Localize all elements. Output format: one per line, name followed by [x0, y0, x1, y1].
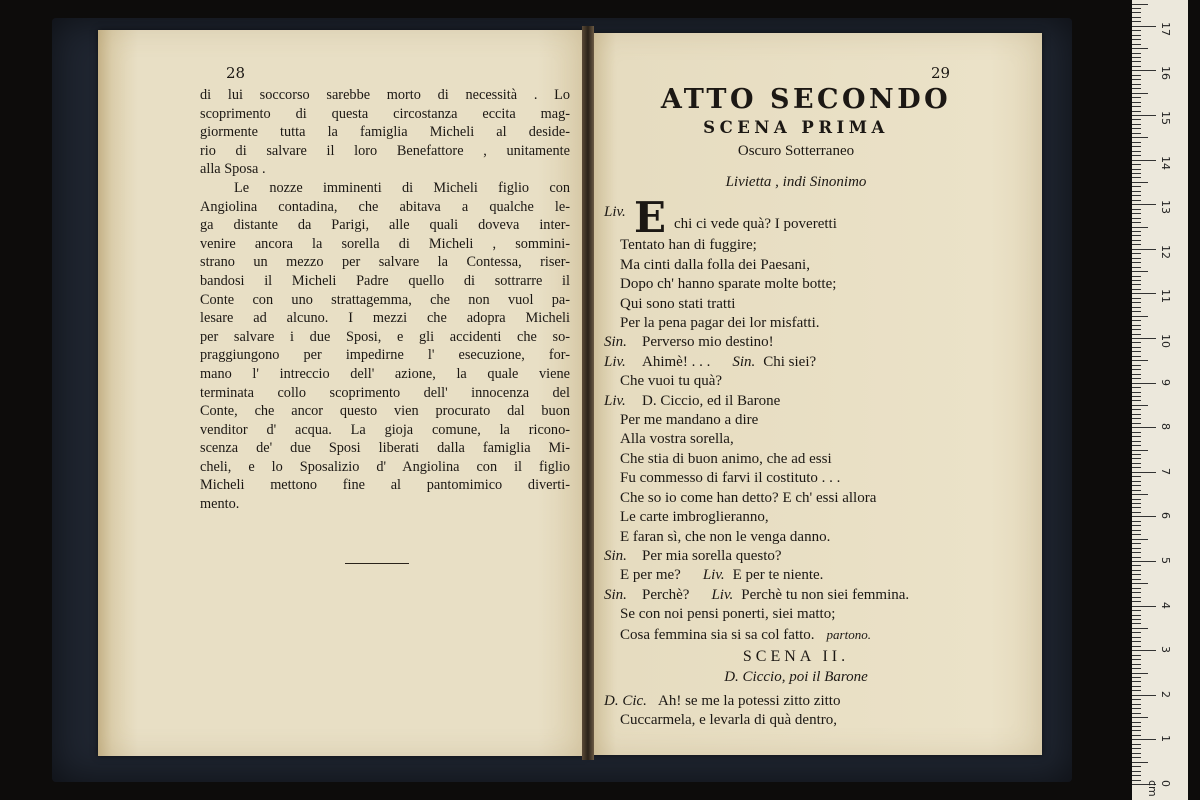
- ruler-tick: [1132, 44, 1141, 45]
- ruler-tick: [1132, 61, 1141, 62]
- ruler-tick: [1132, 347, 1141, 348]
- ruler-label: 2: [1159, 690, 1172, 698]
- ruler-tick: [1132, 423, 1141, 424]
- dialog-line: D. Cic. Ah! se me la potessi zitto zitto: [604, 692, 841, 709]
- ruler-tick: [1132, 235, 1141, 236]
- ruler-tick: [1132, 445, 1141, 446]
- dialog-text: chi ci vede quà? I poveretti: [674, 216, 837, 232]
- ruler-tick: [1132, 258, 1141, 259]
- ruler-label: 3: [1159, 646, 1172, 654]
- dialog-text: Ahimè! . . .: [642, 353, 711, 370]
- dialog-text: Cosa femmina sia si sa col fatto.: [620, 626, 815, 643]
- ruler-tick: [1132, 463, 1141, 464]
- ruler-tick: [1132, 405, 1148, 406]
- speaker-label: Liv.: [711, 586, 734, 603]
- ruler-tick: [1132, 557, 1141, 558]
- ruler-tick: [1132, 351, 1141, 352]
- ruler-tick: [1132, 70, 1156, 71]
- dialog-text: Qui sono stati tratti: [620, 295, 736, 312]
- ruler-tick: [1132, 744, 1141, 745]
- ruler-tick: [1132, 387, 1141, 388]
- ruler-tick: [1132, 169, 1141, 170]
- ruler-tick: [1132, 450, 1148, 451]
- end-rule: [345, 563, 409, 564]
- ruler-tick: [1132, 516, 1156, 517]
- ruler-tick: [1132, 307, 1141, 308]
- ruler-tick: [1132, 75, 1141, 76]
- ruler-label: 4: [1159, 601, 1172, 609]
- ruler-tick: [1132, 673, 1148, 674]
- ruler-tick: [1132, 623, 1141, 624]
- ruler-tick: [1132, 432, 1141, 433]
- dialog-line: [610, 605, 982, 624]
- ruler-tick: [1132, 695, 1156, 696]
- ruler-tick: [1132, 565, 1141, 566]
- ruler-tick: [1132, 699, 1141, 700]
- ruler-tick: [1132, 293, 1156, 294]
- ruler-tick: [1132, 543, 1141, 544]
- ruler-tick: [1132, 133, 1141, 134]
- scene-2-title: SCENA II.: [742, 647, 850, 665]
- dialog-text: D. Ciccio, ed il Barone: [642, 392, 781, 409]
- dialog-line: [610, 450, 982, 469]
- text-line: alla Sposa .: [200, 161, 266, 178]
- dialog-line: [610, 314, 982, 333]
- ruler-tick: [1132, 637, 1141, 638]
- scene-1-characters: Livietta , indi Sinonimo: [725, 174, 867, 190]
- dialog-text: Le carte imbroglieranno,: [620, 509, 769, 526]
- speaker-label: Liv.: [702, 567, 725, 584]
- dialog-text: Cuccarmela, e levarla di quà dentro,: [620, 712, 837, 729]
- ruler-tick: [1132, 97, 1141, 98]
- ruler-tick: [1132, 646, 1141, 647]
- ruler-tick: [1132, 244, 1141, 245]
- dialog-text: Per la pena pagar dei lor misfatti.: [620, 315, 820, 332]
- ruler-tick: [1132, 30, 1141, 31]
- dialog-line: [610, 711, 982, 730]
- scene-2-dialog: [604, 692, 982, 731]
- dialog-line: [610, 295, 982, 314]
- ruler-tick: [1132, 409, 1141, 410]
- ruler-tick: [1132, 249, 1156, 250]
- ruler-tick: [1132, 655, 1141, 656]
- text-line: lesare ad alcuno. I mezzi che adopra Micheli: [200, 310, 570, 327]
- ruler-tick: [1132, 12, 1141, 13]
- ruler-tick: [1132, 276, 1141, 277]
- ruler-tick: [1132, 298, 1141, 299]
- ruler-tick: [1132, 173, 1141, 174]
- ruler-tick: [1132, 142, 1141, 143]
- ruler-tick: [1132, 458, 1141, 459]
- ruler-tick: [1132, 88, 1141, 89]
- ruler-tick: [1132, 713, 1141, 714]
- ruler-tick: [1132, 128, 1141, 129]
- book-gutter: [582, 26, 594, 760]
- ruler-tick: [1132, 195, 1141, 196]
- scene-1-dialog: [604, 193, 982, 645]
- ruler-tick: [1132, 467, 1141, 468]
- ruler-tick: [1132, 632, 1141, 633]
- ruler-tick: [1132, 365, 1141, 366]
- ruler-tick: [1132, 191, 1141, 192]
- ruler-tick: [1132, 369, 1141, 370]
- dialog-line: Sin. Perchè? Liv. Perchè tu non siei femmina.: [604, 586, 910, 603]
- ruler-tick: [1132, 668, 1141, 669]
- text-line: Conte con uno strattagemma, che non vuol pa-: [200, 291, 570, 308]
- ruler-tick: [1132, 262, 1141, 263]
- ruler-tick: [1132, 26, 1156, 27]
- ruler-label: 11: [1159, 289, 1172, 304]
- dialog-text: Che stia di buon animo, che ad essi: [620, 450, 832, 467]
- ruler-tick: [1132, 472, 1156, 473]
- ruler-tick: [1132, 137, 1148, 138]
- text-line: strano un mezzo per salvare la Contessa, riser-: [200, 254, 570, 271]
- text-line: per salvare i due Sposi, e gli accidenti che so-: [200, 328, 570, 345]
- ruler-tick: [1132, 119, 1141, 120]
- ruler-tick: [1132, 650, 1156, 651]
- ruler-tick: [1132, 534, 1141, 535]
- ruler-tick: [1132, 17, 1141, 18]
- ruler-tick: [1132, 342, 1141, 343]
- ruler-tick: [1132, 606, 1156, 607]
- dialog-line: [610, 508, 982, 527]
- ruler-tick: [1132, 499, 1141, 500]
- ruler-label: 0 cm: [1146, 780, 1172, 797]
- stage-direction: partono.: [826, 626, 871, 642]
- ruler-tick: [1132, 177, 1141, 178]
- ruler-tick: [1132, 227, 1148, 228]
- ruler-tick: [1132, 601, 1141, 602]
- ruler-tick: [1132, 494, 1148, 495]
- ruler-label: 14: [1159, 155, 1172, 170]
- dialog-line: [610, 566, 982, 585]
- ruler-tick: [1132, 485, 1141, 486]
- ruler-tick: [1132, 735, 1141, 736]
- ruler-label: 13: [1159, 200, 1172, 215]
- dialog-text: E per me?: [620, 567, 681, 584]
- ruler-tick: [1132, 739, 1156, 740]
- ruler-tick: [1132, 628, 1148, 629]
- ruler-tick: [1132, 284, 1141, 285]
- dialog-line: [610, 430, 982, 449]
- dialog-text: Fu commesso di farvi il costituto . . .: [620, 470, 841, 487]
- ruler-tick: [1132, 597, 1141, 598]
- ruler-tick: [1132, 574, 1141, 575]
- ruler-tick: [1132, 311, 1141, 312]
- ruler-tick: [1132, 530, 1141, 531]
- ruler-tick: [1132, 664, 1141, 665]
- ruler-tick: [1132, 151, 1141, 152]
- ruler-tick: [1132, 160, 1156, 161]
- ruler-label: 8: [1159, 423, 1172, 431]
- ruler-tick: [1132, 771, 1141, 772]
- ruler-tick: [1132, 525, 1141, 526]
- ruler-tick: [1132, 441, 1141, 442]
- ruler-tick: [1132, 436, 1141, 437]
- ruler-tick: [1132, 552, 1141, 553]
- ruler-tick: [1132, 325, 1141, 326]
- text-line: terminata collo scoprimento dell' innocenza del: [200, 384, 570, 401]
- ruler-tick: [1132, 378, 1141, 379]
- ruler-tick: [1132, 182, 1148, 183]
- text-line: Conte, che ancor questo vien procurato dal buon: [200, 403, 570, 420]
- ruler-tick: [1132, 748, 1141, 749]
- ruler-label: 1: [1159, 735, 1172, 743]
- ruler-tick: [1132, 280, 1141, 281]
- dialog-text: Per me mandano a dire: [620, 412, 759, 429]
- dialog-text: Alla vostra sorella,: [620, 431, 734, 448]
- ruler-tick: [1132, 659, 1141, 660]
- ruler-tick: [1132, 753, 1141, 754]
- dialog-line: [610, 411, 982, 430]
- ruler-tick: [1132, 289, 1141, 290]
- ruler-tick: [1132, 320, 1141, 321]
- dialog-text: Tentato han di fuggire;: [620, 237, 757, 254]
- dialog-line: [610, 489, 982, 508]
- ruler-tick: [1132, 592, 1141, 593]
- ruler-tick: [1132, 111, 1141, 112]
- text-line: giormente tutta la famiglia Micheli al deside-: [200, 124, 570, 141]
- ruler-tick: [1132, 641, 1141, 642]
- ruler-tick: [1132, 512, 1141, 513]
- ruler-tick: [1132, 686, 1141, 687]
- ruler-tick: [1132, 708, 1141, 709]
- ruler-tick: [1132, 48, 1148, 49]
- ruler-tick: [1132, 334, 1141, 335]
- ruler-tick: [1132, 374, 1141, 375]
- left-page-number: 28: [226, 64, 246, 82]
- text-line: Le nozze imminenti di Micheli figlio con: [234, 179, 570, 196]
- measurement-ruler: [1132, 0, 1188, 800]
- text-line: venditor d' acqua. La gioja comune, la ricono-: [200, 421, 570, 438]
- ruler-tick: [1132, 222, 1141, 223]
- dialog-text: E per te niente.: [732, 567, 824, 584]
- ruler-tick: [1132, 481, 1141, 482]
- ruler-label: 5: [1159, 557, 1172, 564]
- ruler-tick: [1132, 681, 1141, 682]
- ruler-tick: [1132, 356, 1141, 357]
- ruler-tick: [1132, 757, 1141, 758]
- text-line: scenza de' due Sposi liberati dalla famiglia Mi-: [200, 440, 570, 457]
- ruler-tick: [1132, 218, 1141, 219]
- ruler-label: 7: [1159, 467, 1172, 475]
- ruler-tick: [1132, 316, 1148, 317]
- dialog-line: Liv. Echi ci vede quà? I poveretti: [604, 193, 837, 242]
- ruler-tick: [1132, 507, 1141, 508]
- ruler-tick: [1132, 164, 1141, 165]
- dialog-text: Che vuoi tu quà?: [620, 373, 723, 390]
- ruler-tick: [1132, 213, 1141, 214]
- text-line: Angiolina contadina, che abitava a qualche le-: [200, 198, 570, 215]
- text-line: Micheli mettono fine al pantomimico diverti-: [200, 477, 570, 494]
- left-page-text: [200, 86, 570, 514]
- text-line: venire ancora la sorella di Micheli , sommini-: [200, 235, 570, 252]
- dialog-line: [610, 275, 982, 294]
- ruler-tick: [1132, 124, 1141, 125]
- text-line: cheli, e lo Sposalizio d' Angiolina con il figlio: [200, 458, 570, 475]
- ruler-tick: [1132, 476, 1141, 477]
- scene-1-title: SCENA PRIMA: [703, 118, 889, 137]
- dialog-line: [610, 469, 982, 488]
- ruler-tick: [1132, 106, 1141, 107]
- text-line: ga distante da Parigi, alle quali doveva inter-: [200, 217, 570, 234]
- text-line: rio di salvare il loro Benefattore , unitamente: [200, 142, 570, 159]
- ruler-tick: [1132, 490, 1141, 491]
- ruler-tick: [1132, 267, 1141, 268]
- ruler-tick: [1132, 704, 1141, 705]
- scene-2-characters: D. Ciccio, poi il Barone: [724, 668, 868, 685]
- dialog-line: Sin. Perverso mio destino!: [604, 334, 774, 351]
- dialog-line: Sin. Per mia sorella questo?: [604, 547, 782, 564]
- text-line: mano l' intreccio dell' azione, la quale viene: [200, 365, 570, 382]
- ruler-tick: [1132, 780, 1141, 781]
- ruler-tick: [1132, 360, 1148, 361]
- ruler-tick: [1132, 615, 1141, 616]
- ruler-label: 10: [1159, 334, 1172, 348]
- dialog-text: Ah! se me la potessi zitto zitto: [658, 692, 841, 709]
- ruler-tick: [1132, 93, 1148, 94]
- ruler-tick: [1132, 588, 1141, 589]
- drop-cap: E: [634, 193, 667, 242]
- ruler-tick: [1132, 775, 1141, 776]
- dialog-text: Perchè tu non siei femmina.: [741, 586, 910, 603]
- dialog-line: [610, 625, 982, 645]
- ruler-tick: [1132, 209, 1141, 210]
- ruler-tick: [1132, 722, 1141, 723]
- ruler-label: 16: [1159, 66, 1172, 81]
- text-line: scoprimento di questa circostanza eccita mag-: [200, 105, 570, 122]
- ruler-tick: [1132, 329, 1141, 330]
- scene-1-place: Oscuro Sotterraneo: [737, 143, 855, 159]
- ruler-tick: [1132, 204, 1156, 205]
- dialog-line: [610, 236, 982, 255]
- right-page-number: 29: [931, 64, 951, 82]
- dialog-text: Perverso mio destino!: [642, 334, 774, 351]
- ruler-tick: [1132, 583, 1148, 584]
- ruler-tick: [1132, 155, 1141, 156]
- text-line: mento.: [200, 496, 240, 513]
- ruler-tick: [1132, 610, 1141, 611]
- ruler-tick: [1132, 539, 1148, 540]
- ruler-tick: [1132, 521, 1141, 522]
- ruler-label: 6: [1159, 512, 1172, 520]
- dialog-text: E faran sì, che non le venga danno.: [620, 528, 831, 545]
- ruler-tick: [1132, 186, 1141, 187]
- ruler-tick: [1132, 302, 1141, 303]
- ruler-tick: [1132, 102, 1141, 103]
- ruler-tick: [1132, 39, 1141, 40]
- text-line: praggiungono per impedirne l' esecuzione, for-: [200, 347, 570, 364]
- ruler-tick: [1132, 677, 1141, 678]
- act-title: ATTO SECONDO: [660, 84, 952, 115]
- dialog-text: Se con noi pensi ponerti, siei matto;: [620, 606, 836, 623]
- ruler-label: 9: [1159, 378, 1172, 386]
- ruler-tick: [1132, 427, 1156, 428]
- ruler-tick: [1132, 271, 1148, 272]
- ruler-tick: [1132, 84, 1141, 85]
- text-line: bandosi il Micheli Padre quello di sottrarre il: [200, 272, 570, 289]
- dialog-line: [610, 528, 982, 547]
- ruler-tick: [1132, 240, 1141, 241]
- ruler-tick: [1132, 730, 1141, 731]
- dialog-text: Ma cinti dalla folla dei Paesani,: [620, 256, 810, 273]
- ruler-tick: [1132, 690, 1141, 691]
- dialog-text: Dopo ch' hanno sparate molte botte;: [620, 276, 837, 293]
- ruler-tick: [1132, 53, 1141, 54]
- ruler-tick: [1132, 79, 1141, 80]
- ruler-tick: [1132, 392, 1141, 393]
- ruler-tick: [1132, 21, 1141, 22]
- ruler-tick: [1132, 726, 1141, 727]
- dialog-text: Per mia sorella questo?: [642, 547, 782, 564]
- ruler-tick: [1132, 146, 1141, 147]
- ruler-tick: [1132, 66, 1141, 67]
- ruler-label: 17: [1159, 21, 1172, 36]
- ruler-tick: [1132, 396, 1141, 397]
- ruler-label: 12: [1159, 244, 1172, 259]
- ruler-tick: [1132, 57, 1141, 58]
- text-line: di lui soccorso sarebbe morto di necessità . Lo: [200, 87, 570, 103]
- ruler-tick: [1132, 115, 1156, 116]
- ruler-tick: [1132, 570, 1141, 571]
- ruler-label: 15: [1159, 111, 1172, 125]
- ruler-tick: [1132, 548, 1141, 549]
- ruler-tick: [1132, 454, 1141, 455]
- ruler-tick: [1132, 231, 1141, 232]
- ruler-tick: [1132, 561, 1156, 562]
- ruler-tick: [1132, 717, 1148, 718]
- ruler-tick: [1132, 400, 1141, 401]
- ruler-tick: [1132, 253, 1141, 254]
- ruler-tick: [1132, 35, 1141, 36]
- ruler-tick: [1132, 4, 1148, 5]
- speaker-label: Sin.: [732, 353, 756, 370]
- ruler-tick: [1132, 383, 1156, 384]
- ruler-tick: [1132, 418, 1141, 419]
- dialog-line: Liv. D. Ciccio, ed il Barone: [604, 392, 781, 409]
- dialog-text: Che so io come han detto? E ch' essi allora: [620, 489, 877, 506]
- dialog-line: [610, 372, 982, 391]
- ruler-tick: [1132, 579, 1141, 580]
- dialog-text: Perchè?: [642, 586, 690, 603]
- dialog-line: [610, 256, 982, 275]
- ruler-tick: [1132, 619, 1141, 620]
- right-page-text: [604, 84, 982, 731]
- ruler-tick: [1132, 762, 1148, 763]
- ruler-tick: [1132, 8, 1141, 9]
- dialog-line: Liv. Ahimè! . . . Sin. Chi siei?: [604, 353, 817, 370]
- ruler-tick: [1132, 766, 1141, 767]
- ruler-tick: [1132, 503, 1141, 504]
- ruler-tick: [1132, 200, 1141, 201]
- ruler-tick: [1132, 414, 1141, 415]
- dialog-text: Chi siei?: [763, 353, 817, 370]
- ruler-tick: [1132, 338, 1156, 339]
